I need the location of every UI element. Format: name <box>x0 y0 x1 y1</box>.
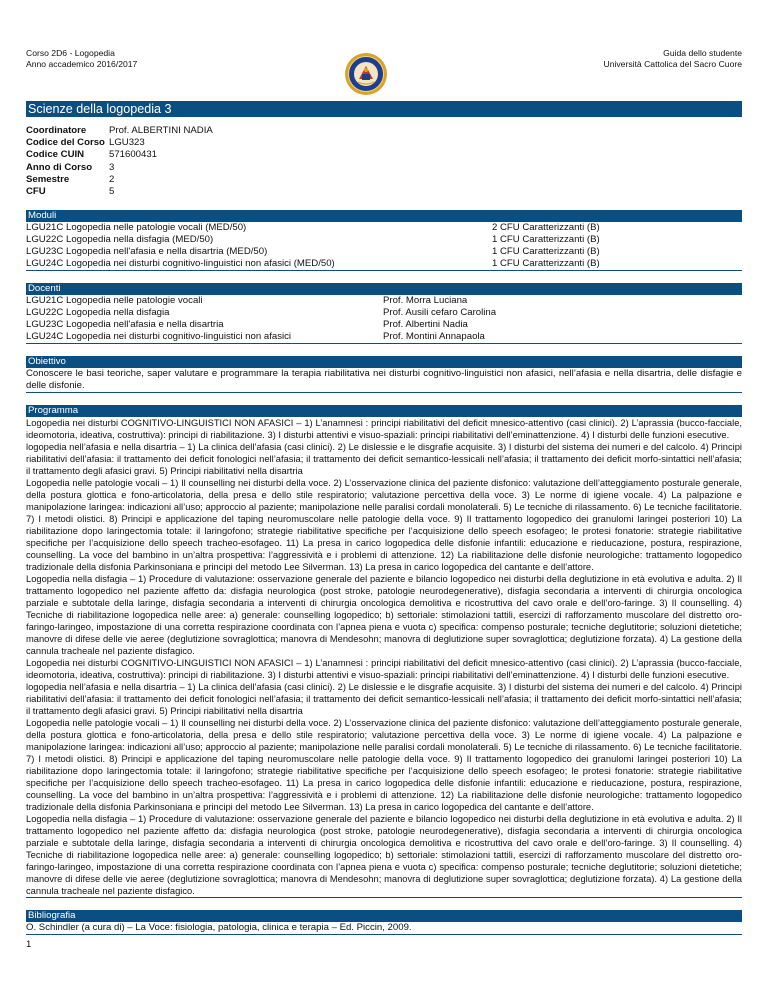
info-label: CFU <box>26 186 46 198</box>
teacher-name: Prof. Morra Luciana <box>383 295 468 307</box>
teacher-module: LGU21C Logopedia nelle patologie vocali <box>26 295 203 307</box>
docenti-heading: Docenti <box>26 283 742 295</box>
teacher-row <box>26 319 742 331</box>
header-guide: Guida dello studente <box>663 48 742 58</box>
info-label: Codice CUIN <box>26 149 85 161</box>
content <box>26 101 742 951</box>
course-info <box>26 125 742 198</box>
moduli-heading: Moduli <box>26 210 742 222</box>
info-value: 5 <box>109 186 115 198</box>
teacher-module: LGU24C Logopedia nei disturbi cognitivo-linguistici non afasici <box>26 331 292 343</box>
bibliografia-section <box>26 910 742 935</box>
info-row <box>26 174 742 186</box>
info-value: 2 <box>109 173 115 185</box>
header-university: Università Cattolica del Sacro Cuore <box>603 59 742 69</box>
info-row <box>26 137 742 149</box>
info-label: Anno di Corso <box>26 161 93 173</box>
module-name: LGU21C Logopedia nelle patologie vocali (MED/50) <box>26 222 247 234</box>
obiettivo-text: Conoscere le basi teoriche, saper valutare e programmare la terapia riabilitativa nei disturbi cognitivo-linguistici non afasici, nell’afasia e nella disartria, delle disfagie e delle disfonie. <box>26 368 742 392</box>
teacher-name: Prof. Albertini Nadia <box>383 319 468 331</box>
programma-paragraph: Logopedia nella disfagia – 1) Procedure di valutazione: osservazione generale del paziente e bilancio logopedico nei disturbi della deglutizione in età evolutiva e adulta. 2) Il trattamento logopedico nel paziente affetto da: disfagia neurologica (post stroke, patologie neurodegenerative), disfagia secondaria a interventi di chirurgia oncologica parziale e subtotale della laringe, disfagia secondaria a interventi di chirurgia oncologica demolitiva e ricostruttiva del cavo orale e dell’oro-faringe. 3) Il counselling. 4) Tecniche di riabilitazione logopedica nelle aree: a) generale: counselling logopedico; b) settoriale: stimolazioni tattili, esercizi di rafforzamento muscolare del distretto oro-faringo-laringeo, impostazione di una corretta respirazione coordinata con l’apnea piena e vuota c) specifica: compenso posturale; tecniche deglutitorie; soluzioni dietetiche; manovre di difese delle vie aeree (deglutizione sovraglottica; manovra di Mendesohn; manovra di deglutizione super sovraglottica; deglutizione forzata). 4) La gestione della cannula tracheale nel paziente disfagico. <box>26 814 742 897</box>
page-number: 1 <box>26 939 32 951</box>
programma-paragraph: logopedia nell’afasia e nella disartria – 1) La clinica dell’afasia (casi clinici). 2) Le dislessie e le disgrafie acquisite. 3) I disturbi del sistema dei numeri e del calcolo. 4) Principi riabilitativi dell’afasia: il trattamento dei deficit fonologici nell’afasia; il trattamento dei deficit semantico-lessicali nell’afasia; il trattamento dei deficit morfo-sintattici nell’afasia; il trattamento degli afasici gravi. 5) Principi riabilitativi nella disartria <box>26 682 742 717</box>
teacher-module: LGU23C Logopedia nell'afasia e nella disartria <box>26 319 224 331</box>
info-row <box>26 162 742 174</box>
module-cfu: 1 CFU Caratterizzanti (B) <box>492 258 600 270</box>
header-course: Corso 2D6 - Logopedia <box>26 48 115 58</box>
module-row <box>26 234 742 246</box>
module-cfu: 1 CFU Caratterizzanti (B) <box>492 234 600 246</box>
bibliografia-heading: Bibliografia <box>26 910 742 922</box>
module-name: LGU24C Logopedia nei disturbi cognitivo-linguistici non afasici (MED/50) <box>26 258 335 270</box>
module-name: LGU22C Logopedia nella disfagia (MED/50) <box>26 234 214 246</box>
info-row <box>26 149 742 161</box>
info-value: 571600431 <box>109 149 158 161</box>
info-row <box>26 186 742 198</box>
moduli-list <box>26 222 742 270</box>
module-row <box>26 246 742 258</box>
teacher-row <box>26 295 742 307</box>
programma-section <box>26 405 742 898</box>
programma-paragraph: Logopedia nella disfagia – 1) Procedure di valutazione: osservazione generale del paziente e bilancio logopedico nei disturbi della deglutizione in età evolutiva e adulta. 2) Il trattamento logopedico nel paziente affetto da: disfagia neurologica (post stroke, patologie neurodegenerative), disfagia secondaria a interventi di chirurgia oncologica parziale e subtotale della laringe, disfagia secondaria a interventi di chirurgia oncologica demolitiva e ricostruttiva del cavo orale e dell’oro-faringe. 3) Il counselling. 4) Tecniche di riabilitazione logopedica nelle aree: a) generale: counselling logopedico; b) settoriale: stimolazioni tattili, esercizi di rafforzamento muscolare del distretto oro-faringo-laringeo, impostazione di una corretta respirazione coordinata con l’apnea piena e vuota c) specifica: compenso posturale; tecniche deglutitorie; soluzioni dietetiche; manovre di difese delle vie aeree (deglutizione sovraglottica; manovra di Mendesohn; manovra di deglutizione super sovraglottica; deglutizione forzata). 4) La gestione della cannula tracheale nel paziente disfagico. <box>26 574 742 657</box>
module-row <box>26 222 742 234</box>
docenti-list <box>26 295 742 343</box>
programma-paragraph: Logopedia nei disturbi COGNITIVO-LINGUISTICI NON AFASICI – 1) L’anamnesi : principi riabilitativi del deficit mnesico-attentivo (casi clinici). 2) L’aprassia (bucco-facciale, ideomotoria, ideativa, costruttiva): principi di riabilitazione. 3) I disturbi attentivi e visuo-spaziali: principi riabilitativi dell’eminattenzione. 4) I disturbi delle funzioni esecutive. <box>26 658 742 681</box>
teacher-row <box>26 307 742 319</box>
info-label: Semestre <box>26 173 70 185</box>
obiettivo-section <box>26 356 742 393</box>
info-row <box>26 125 742 137</box>
bibliografia-text: O. Schindler (a cura di) – La Voce: fisiologia, patologia, clinica e terapia – Ed. Piccin, 2009. <box>26 922 412 934</box>
teacher-module: LGU22C Logopedia nella disfagia <box>26 307 170 319</box>
obiettivo-heading: Obiettivo <box>26 356 742 368</box>
module-cfu: 1 CFU Caratterizzanti (B) <box>492 246 600 258</box>
info-label: Codice del Corso <box>26 137 105 149</box>
info-value: LGU323 <box>109 137 145 149</box>
header-year: Anno accademico 2016/2017 <box>26 59 138 69</box>
docenti-section <box>26 283 742 344</box>
teacher-name: Prof. Ausili cefaro Carolina <box>383 307 497 319</box>
moduli-section <box>26 210 742 271</box>
header-left <box>26 48 137 70</box>
course-title: Scienze della logopedia 3 <box>26 101 742 117</box>
programma-paragraph: logopedia nell’afasia e nella disartria – 1) La clinica dell’afasia (casi clinici). 2) Le dislessie e le disgrafie acquisite. 3) I disturbi del sistema dei numeri e del calcolo. 4) Principi riabilitativi dell’afasia: il trattamento dei deficit fonologici nell’afasia; il trattamento dei deficit semantico-lessicali nell’afasia; il trattamento dei deficit morfo-sintattici nell’afasia; il trattamento degli afasici gravi. 5) Principi riabilitativi nella disartria <box>26 442 742 477</box>
teacher-row <box>26 331 742 343</box>
programma-paragraph: Logopedia nei disturbi COGNITIVO-LINGUISTICI NON AFASICI – 1) L’anamnesi : principi riabilitativi del deficit mnesico-attentivo (casi clinici). 2) L’aprassia (bucco-facciale, ideomotoria, ideativa, costruttiva): principi di riabilitazione. 3) I disturbi attentivi e visuo-spaziali: principi riabilitativi dell’eminattenzione. 4) I disturbi delle funzioni esecutive. <box>26 418 742 441</box>
university-seal-icon <box>344 52 388 96</box>
header-right <box>603 48 742 70</box>
programma-paragraph: Logopedia nelle patologie vocali – 1) Il counselling nei disturbi della voce. 2) L’osservazione clinica del paziente disfonico: valutazione dell’atteggiamento posturale generale, della postura glottica e fono-articolatoria, della presa e dello stile respiratorio; valutazione percettiva della voce. 3) Le norme di igiene vocale. 4) La palpazione e manipolazione laringea: indicazioni all’uso; approccio al paziente; manipolazione nelle paralisi cordali monolaterali. 5) Le tecniche di rilassamento. 6) Le tecniche facilitatorie. 7) I metodi olistici. 8) Principi e applicazione del taping neuromuscolare nelle patologie della voce. 9) Il trattamento logopedico dei granulomi laringei posteriori 10) La riabilitazione dopo laringectomia totale: il laringofono; strategie riabilitative specifiche per l’acquisizione dello speech esofageo; le protesi fonatorie: strategie riabilitative specifiche per l’acquisizione dello speech tracheo-esofageo. 11) La presa in carico logopedica delle disfonie infantili: educazione e rieducazione, postura, respirazione, counselling. La voce del bambino in un’altra prospettiva: l’aggressività e i problemi di attenzione. 12) La riabilitazione delle disfonie neurologiche: trattamento logopedico tradizionale della disfonia Parkinsoniana e principi del metodo Lee Silverman. 13) La presa in carico logopedica del cantante e dell’attore. <box>26 478 742 573</box>
programma-paragraph: Logopedia nelle patologie vocali – 1) Il counselling nei disturbi della voce. 2) L’osservazione clinica del paziente disfonico: valutazione dell’atteggiamento posturale generale, della postura glottica e fono-articolatoria, della presa e dello stile respiratorio; valutazione percettiva della voce. 3) Le norme di igiene vocale. 4) La palpazione e manipolazione laringea: indicazioni all’uso; approccio al paziente; manipolazione nelle paralisi cordali monolaterali. 5) Le tecniche di rilassamento. 6) Le tecniche facilitatorie. 7) I metodi olistici. 8) Principi e applicazione del taping neuromuscolare nelle patologie della voce. 9) Il trattamento logopedico dei granulomi laringei posteriori 10) La riabilitazione dopo laringectomia totale: il laringofono; strategie riabilitative specifiche per l’acquisizione dello speech esofageo; le protesi fonatorie: strategie riabilitative specifiche per l’acquisizione dello speech tracheo-esofageo. 11) La presa in carico logopedica delle disfonie infantili: educazione e rieducazione, postura, respirazione, counselling. La voce del bambino in un’altra prospettiva: l’aggressività e i problemi di attenzione. 12) La riabilitazione delle disfonie neurologiche: trattamento logopedico tradizionale della disfonia Parkinsoniana e principi del metodo Lee Silverman. 13) La presa in carico logopedica del cantante e dell’attore. <box>26 718 742 813</box>
programma-heading: Programma <box>26 405 742 417</box>
module-row <box>26 258 742 270</box>
teacher-name: Prof. Montini Annapaola <box>383 331 485 343</box>
info-value: Prof. ALBERTINI NADIA <box>109 125 213 136</box>
info-label: Coordinatore <box>26 125 87 136</box>
module-name: LGU23C Logopedia nell'afasia e nella disartria (MED/50) <box>26 246 268 258</box>
module-cfu: 2 CFU Caratterizzanti (B) <box>492 222 600 234</box>
info-value: 3 <box>109 161 115 173</box>
